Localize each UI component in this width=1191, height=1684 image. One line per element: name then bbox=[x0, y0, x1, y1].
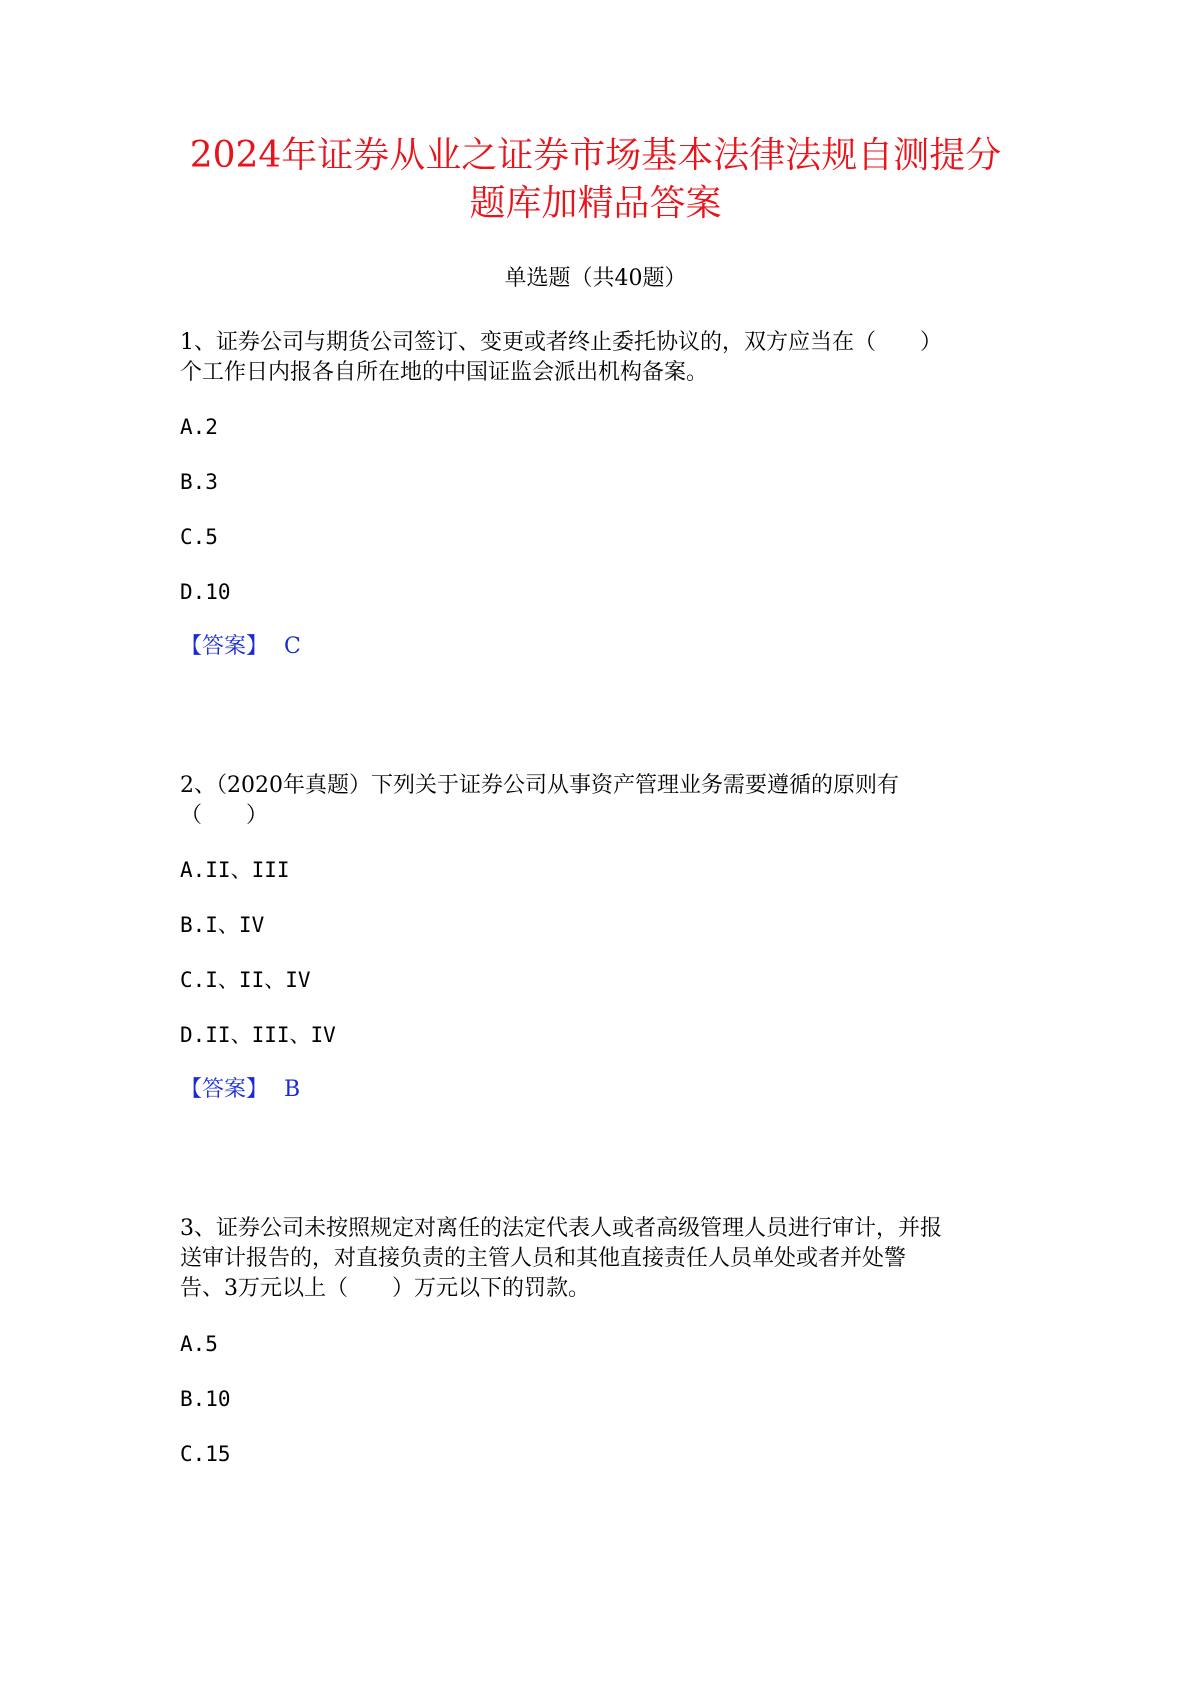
question-3-text-line-3: 告、3万元以上（ ）万元以下的罚款。 bbox=[180, 1276, 590, 1301]
question-1-option-c: C.5 bbox=[180, 525, 218, 549]
question-3-option-b: B.10 bbox=[180, 1387, 231, 1411]
question-2-option-a: A.II、III bbox=[180, 858, 290, 882]
question-2-option-d: D.II、III、IV bbox=[180, 1023, 336, 1047]
section-heading: 单选题（共40题） bbox=[504, 266, 687, 291]
question-1-option-d: D.10 bbox=[180, 580, 231, 604]
question-1-answer-value: C bbox=[284, 634, 301, 659]
question-2-option-c: C.I、II、IV bbox=[180, 968, 311, 992]
question-2-answer bbox=[180, 1075, 300, 1105]
question-1-option-a: A.2 bbox=[180, 415, 218, 439]
question-2-option-b: B.I、IV bbox=[180, 913, 265, 937]
question-1-option-b: B.3 bbox=[180, 470, 218, 494]
question-1-answer-label: 【答案】 bbox=[180, 634, 269, 659]
question-3-text-line-2: 送审计报告的，对直接负责的主管人员和其他直接责任人员单处或者并处警 bbox=[180, 1246, 907, 1271]
question-1-answer bbox=[180, 632, 301, 662]
question-3-option-a: A.5 bbox=[180, 1332, 218, 1356]
question-3-option-c: C.15 bbox=[180, 1442, 231, 1466]
document-title-line-2: 题库加精品答案 bbox=[469, 183, 722, 224]
question-3-text-line-1: 3、证券公司未按照规定对离任的法定代表人或者高级管理人员进行审计，并报 bbox=[180, 1216, 942, 1241]
question-1-text-line-1: 1、证券公司与期货公司签订、变更或者终止委托协议的，双方应当在（ ） bbox=[180, 330, 942, 355]
question-2-text-line-2: （ ） bbox=[180, 803, 269, 828]
question-2-text-line-1: 2、（2020年真题）下列关于证券公司从事资产管理业务需要遵循的原则有 bbox=[180, 773, 899, 798]
question-2-answer-value: B bbox=[284, 1077, 301, 1102]
document-title-line-1: 2024年证券从业之证券市场基本法律法规自测提分 bbox=[189, 135, 1002, 176]
question-2-answer-label: 【答案】 bbox=[180, 1077, 269, 1102]
question-1-text-line-2: 个工作日内报各自所在地的中国证监会派出机构备案。 bbox=[180, 360, 709, 385]
